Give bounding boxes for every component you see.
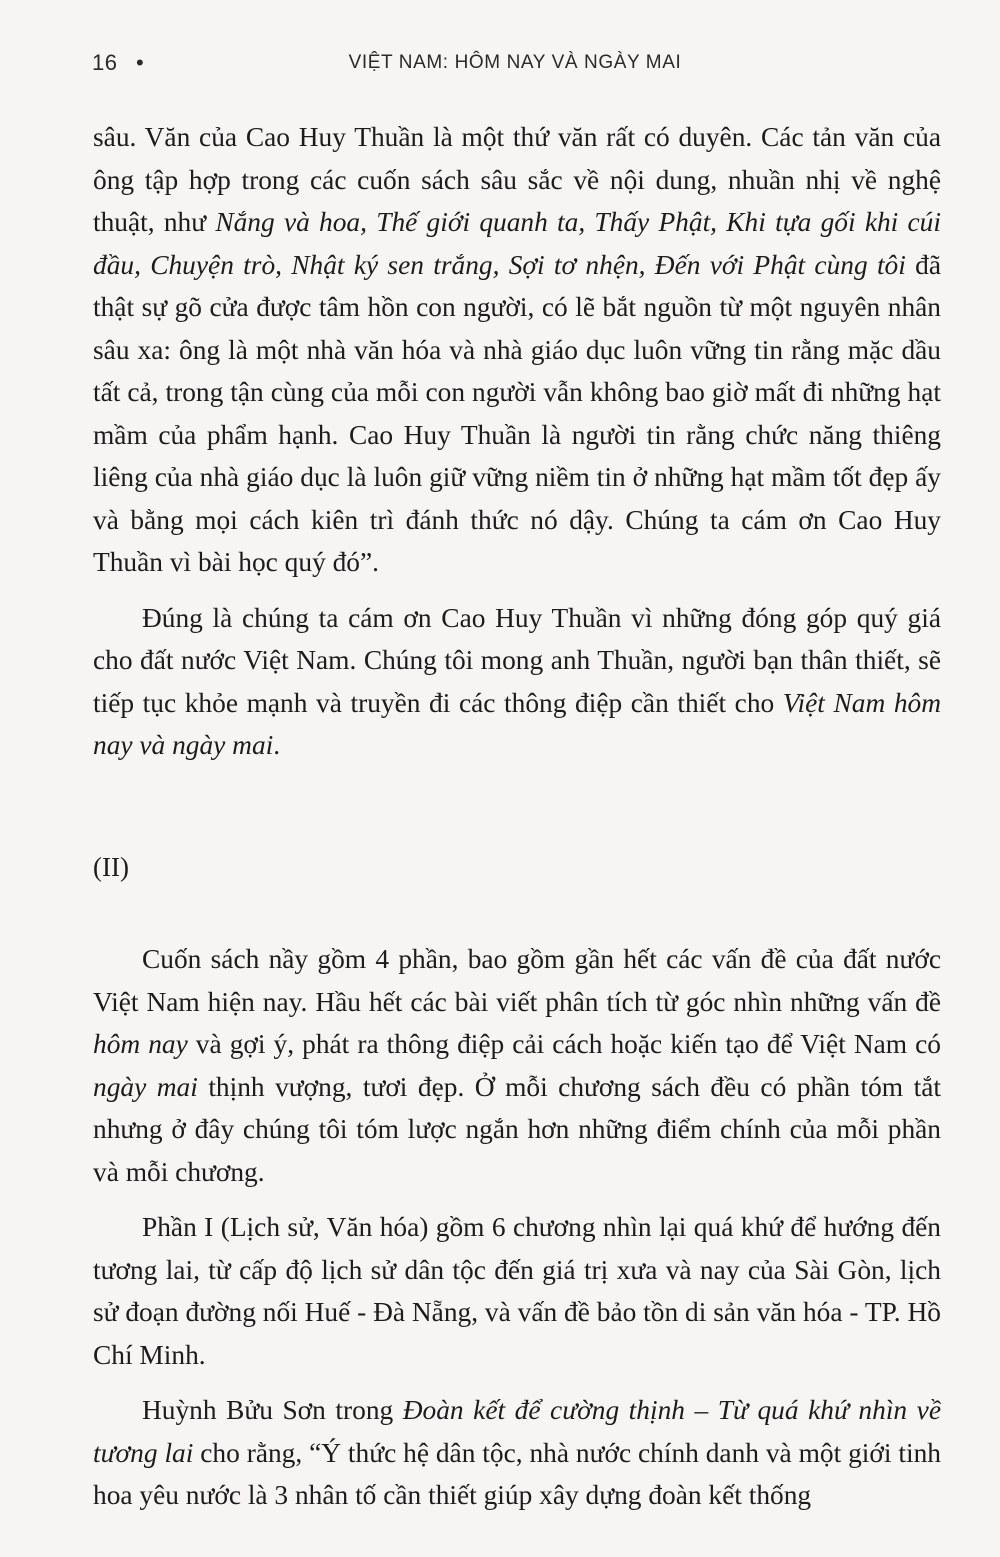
italic-phrase: hôm nay (93, 1029, 188, 1059)
paragraph-text: sâu. Văn của Cao Huy Thuần là một thứ văn rất có duyên. Các tản văn của ông tập hợp trong các cuốn sách sâu sắc về nội dung, nhuần nhị về nghệ thuật, như (93, 122, 941, 237)
page-number: 16 (92, 50, 118, 75)
paragraph-text: Phần I (Lịch sử, Văn hóa) gồm 6 chương nhìn lại quá khứ để hướng đến tương lai, từ cấp độ lịch sử dân tộc đến giá trị xưa và nay của Sài Gòn, lịch sử đoạn đường nối Huế - Đà Nẵng, và vấn đề bảo tồn di sản văn hóa - TP. Hồ Chí Minh. (93, 1212, 941, 1370)
paragraph-text: đã thật sự gõ cửa được tâm hồn con người, có lẽ bắt nguồn từ một nguyên nhân sâu xa: ông là một nhà văn hóa và nhà giáo dục luôn vững tin rằng mặc dầu tất cả, trong tận cùng của mỗi con người vẫn không bao giờ mất đi những hạt mầm của phẩm hạnh. Cao Huy Thuần là người tin rằng chức năng thiêng liêng của nhà giáo dục là luôn giữ vững niềm tin ở những hạt mầm tốt đẹp ấy và bằng mọi cách kiên trì đánh thức nó dậy. Chúng ta cám ơn Cao Huy Thuần vì bài học quý đó”. (93, 249, 941, 577)
paragraph-text: cho rằng, “Ý thức hệ dân tộc, nhà nước chính danh và một giới tinh hoa yêu nước là 3 nhân tố cần thiết giúp xây dựng đoàn kết thống (93, 1437, 941, 1510)
section-heading: (II) (93, 851, 129, 882)
book-titles-italic: Nắng và hoa, Thế giới quanh ta, Thấy Phật, Khi tựa gối khi cúi đầu, Chuyện trò, Nhật ký sen trắng, Sợi tơ nhện, Đến với Phật cùng tôi (93, 207, 941, 280)
book-title-italic: Việt Nam hôm nay và ngày mai (93, 687, 942, 760)
chapter-title-italic: Đoàn kết để cường thịnh – Từ quá khứ nhìn về tương lai (93, 1395, 941, 1468)
paragraph-text: Đúng là chúng ta cám ơn Cao Huy Thuần vì những đóng góp quý giá cho đất nước Việt Nam. Chúng tôi mong anh Thuần, người bạn thân thiết, sẽ tiếp tục khỏe mạnh và truyền đi các thông điệp cần thiết cho (93, 602, 941, 718)
body-text (93, 116, 941, 1517)
paragraph-text: . (273, 730, 281, 760)
running-title: VIỆT NAM: HÔM NAY VÀ NGÀY MAI (348, 52, 682, 73)
paragraph-text: thịnh vượng, tươi đẹp. Ở mỗi chương sách đều có phần tóm tắt nhưng ở đây chúng tôi tóm lược ngắn hơn những điểm chính của mỗi phần và mỗi chương. (93, 1071, 941, 1187)
paragraph-text: và gợi ý, phát ra thông điệp cải cách hoặc kiến tạo để Việt Nam có (187, 1029, 941, 1059)
running-header (92, 46, 938, 80)
italic-phrase: ngày mai (93, 1071, 198, 1102)
paragraph-thanks (93, 597, 941, 767)
paragraph-continued (93, 116, 941, 584)
paragraph-part-one (93, 1206, 941, 1376)
paragraph-huynh-buu-son (93, 1389, 941, 1517)
header-bullet: • (136, 50, 145, 75)
paragraph-text: Cuốn sách nầy gồm 4 phần, bao gồm gần hết các vấn đề của đất nước Việt Nam hiện nay. Hầu hết các bài viết phân tích từ góc nhìn những vấn đề (93, 944, 941, 1017)
paragraph-text: Huỳnh Bửu Sơn trong (142, 1395, 403, 1425)
paragraph-overview (93, 938, 941, 1193)
